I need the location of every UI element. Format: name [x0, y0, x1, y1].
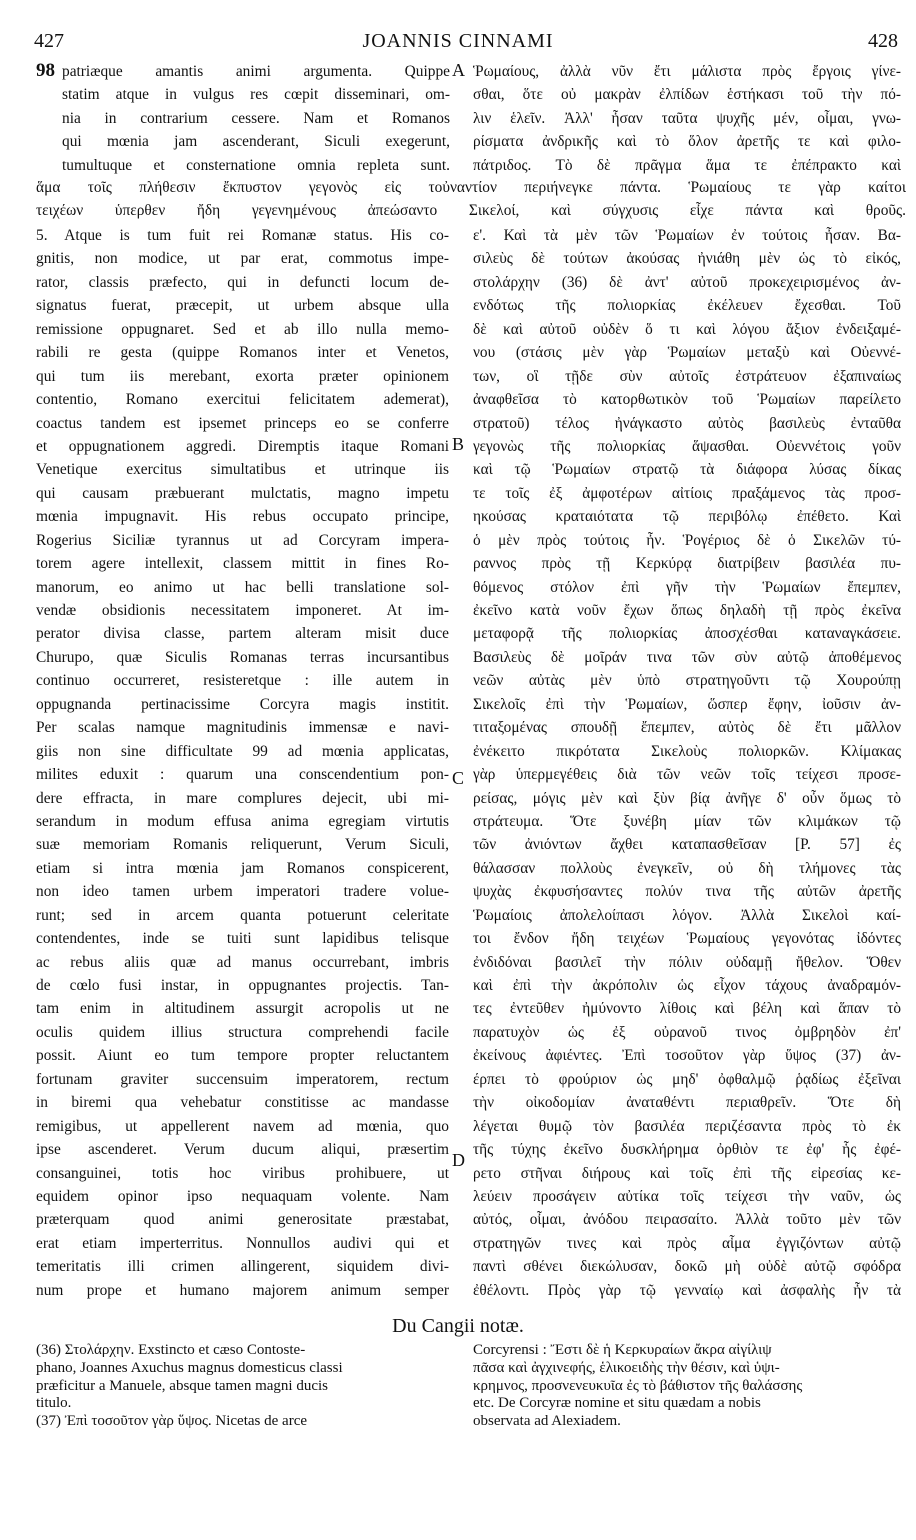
- latin-line: contentio, Romano exercitui felicitatem ademerat),: [36, 391, 449, 409]
- latin-line: etiam si intra mœnia jam Romanos conspicerent,: [36, 859, 449, 877]
- greek-line: ἐνδιδόναι βασιλεῖ τὴν πόλιν οὐδαμῇ ἤθελον. Ὅθεν: [473, 953, 901, 971]
- note-line: præficitur a Manuele, absque tamen magni ducis: [36, 1377, 328, 1394]
- greek-column: [473, 224, 901, 1302]
- latin-line: fortunam graviter succensuim imperatorem, rectum: [36, 1070, 449, 1088]
- page-number-right: 428: [868, 30, 898, 52]
- greek-line: Σικελοῖς ἐπὶ τὴν Ῥωμαίων, ὥσπερ ἔφην, ἰοῦσιν ἀν-: [473, 695, 901, 713]
- greek-line: τιταξομένας σπουδῇ ἔπεμπεν, αὐτὸς δὲ ἔτι μᾶλλον: [473, 719, 901, 737]
- greek-line: ρίσματα ἀνδρικῆς καὶ τὸ ὅλον ἀρετῆς τε καὶ φιλο-: [473, 133, 901, 151]
- greek-line: τὴν οἰκοδομίαν ἀναταθέντι περιαθρεῖν. Ὅτε δὴ: [473, 1094, 901, 1112]
- latin-line: milites eduxit : quarum una conscendentium pon-: [36, 766, 449, 784]
- latin-line: tumultuque et consternatione omnia repleta sunt.: [62, 156, 450, 174]
- latin-line: qui causam præbuerant mulctatis, magno impetu: [36, 484, 449, 502]
- latin-line: vendæ obsidionis necessitatem imponeret. At im-: [36, 602, 449, 619]
- note-line: (36) Στολάρχην. Exstincto et cæso Contoste-: [36, 1342, 306, 1358]
- latin-line: et oppugnationem aggredi. Diremptis itaque Romani: [36, 437, 449, 455]
- greek-line: ἐθέλοντι. Πρὸς γὰρ τῷ γενναίῳ καὶ ἀσφαλὴς ἦν τὰ: [473, 1281, 901, 1299]
- greek-line: ἐνέκειτο πικρότατα Σικελοὺς πολιορκῶν. Κλίμακας: [473, 742, 901, 760]
- running-title: JOANNIS CINNAMI: [362, 30, 554, 52]
- greek-line: παρατυχὸν ὡς ἐξ οὐρανοῦ τινος ὀμβρηδὸν ἐπ': [473, 1023, 901, 1041]
- greek-column-top: [473, 60, 901, 177]
- overlap-greek-lines: [36, 176, 906, 223]
- folio-marker-98: 98: [36, 60, 55, 81]
- greek-line: ἐκείνους ἀφιέντες. Ἐπὶ τοσοῦτον γὰρ ὕψος (37) ἀν-: [473, 1047, 901, 1065]
- latin-line: equidem opinor ipso nequaquam volente. Nam: [36, 1187, 449, 1205]
- greek-line: λιν ἑλεῖν. Ἀλλ' ἦσαν ταῦτα ψυχῆς μέν, οἶμαι, γνω-: [473, 109, 901, 127]
- latin-line: non ideo tamen urbem imperatori tradere volue-: [36, 883, 449, 901]
- greek-line: καὶ ἐπὶ τὴν ἀκρόπολιν ὡς εἶχον τάχους ἀναδραμόν-: [473, 977, 901, 994]
- greek-line: ἐκεῖνο κατὰ νοῦν ἔχων ὅπως δηλαδὴ τῇ πρὸς ἐκεῖνα: [473, 602, 901, 619]
- greek-line: ρείσας, μόγις μὲν καὶ ξὺν βίᾳ ἀνῆγε δ' οὖν ὅμως τὸ: [473, 789, 901, 807]
- greek-line: μεταφορᾷ τῆς πολιορκίας ἀποσχέσθαι καταναγκάσειε.: [473, 625, 901, 643]
- latin-line: possit. Aiunt eo tum tempore propter reluctantem: [36, 1047, 449, 1065]
- greek-line: νου (στάσις μὲν γὰρ Ῥωμαίων μεταξὺ καὶ Οὐεννέ-: [473, 344, 901, 362]
- latin-line: qui mœnia jam ascenderant, Siculi exegerunt,: [62, 133, 450, 151]
- page-number-left: 427: [34, 30, 64, 52]
- latin-line: contendentes, inde se tuiti sunt lapidibus telisque: [36, 930, 449, 948]
- note-line: πᾶσα καὶ ἀγχινεφής, ἑλικοειδὴς τὴν θέσιν, καὶ ὑψι-: [473, 1359, 780, 1376]
- note-line: (37) Ἐπὶ τοσοῦτον γὰρ ὕψος. Nicetas de arce: [36, 1413, 308, 1430]
- latin-line: manorum, eo animo ut hac belli translatione sol-: [36, 578, 449, 596]
- greek-line: λεύειν προσάγειν αὐτίκα τοῖς τείχεσι τὴν ναῦν, ὡς: [473, 1187, 901, 1205]
- greek-line: νεῶν αὐτὰς μὲν ὑπὸ στρατηγοῦντι τῷ Χουρούπῃ: [473, 672, 901, 690]
- latin-line: in biremi qua vehebatur constitisse ac mandasse: [36, 1094, 449, 1112]
- latin-line: temeritatis illi crimen allingerent, siquidem divi-: [36, 1258, 449, 1276]
- running-header: [0, 30, 916, 56]
- section-marker-a: A: [452, 60, 465, 80]
- greek-line: ηκούσας κραταιότατα τῷ περιβόλῳ ἐπέθετο. Καὶ: [473, 508, 901, 526]
- latin-line: Rogerius Siciliæ tyrannus ut ad Corcyram impera-: [36, 531, 449, 549]
- latin-line: perator divisa classe, partem alteram misit duce: [36, 625, 449, 643]
- latin-line: oppugnanda pertinacissime Corcyra magis institit.: [36, 695, 449, 713]
- latin-line: remigibus, ut appellerent navem ad mœnia, quo: [36, 1117, 449, 1135]
- note-line: κρημνος, προσνενευκυῖα ἐς τὸ βάθιστον τῆς θαλάσσης: [473, 1377, 803, 1394]
- greek-line: θόμενος στόλον ἐπὶ γῆν τὴν Ῥωμαίων ἔπεμπεν,: [473, 578, 901, 596]
- latin-line: oculis quidem illius structura comprehendi facile: [36, 1023, 449, 1041]
- greek-line: καὶ τῷ Ῥωμαίων στρατῷ τὰ διάφορα λύσας δίκας: [473, 461, 901, 479]
- notes-right-column: [473, 1342, 901, 1431]
- latin-column-top: [62, 60, 450, 177]
- greek-line: σθαι, ὅτε οὐ μακρὰν ἐλπίδων ἑστήκασι τοῦ τὴν πό-: [473, 86, 901, 104]
- greek-line: γεγονὼς τῆς πολιορκίας ἅψασθαι. Οὐεννέτοις γοῦν: [473, 437, 901, 455]
- latin-line: Venetique exercitus simultatibus et utrinque iis: [36, 461, 449, 479]
- latin-line: rator, classis præfecto, qui in defuncti locum de-: [36, 273, 449, 291]
- latin-line: patriæque amantis animi argumenta. Quippe: [62, 63, 450, 80]
- greek-line: δὲ καὶ αὐτοῦ οὐδὲν ὅ τι καὶ λόγου ἄξιον ἐνδειξαμέ-: [473, 320, 901, 338]
- latin-line: consanguinei, totis hoc viribus prohibuere, ut: [36, 1164, 449, 1182]
- note-line: etc. De Corcyræ nomine et situ quædam a nobis: [473, 1395, 761, 1412]
- latin-line: coactus tandem est ipsemet princeps eo se conferre: [36, 414, 449, 432]
- latin-line: ac rebus aliis quæ ad manus occurrebant, imbris: [36, 953, 449, 971]
- latin-line: remissione oppugnaret. Sed et ab illo nulla memo-: [36, 320, 449, 338]
- greek-line: στολάρχην (36) δὲ ἀντ' αὐτοῦ προκεχειρισμένος ἀν-: [473, 273, 901, 291]
- notes-left-column: [36, 1342, 448, 1431]
- greek-line: Βασιλεὺς δὲ μοῖράν τινα τῶν σὺν αὐτῷ ἀποθέμενος: [473, 648, 901, 666]
- latin-line: erat etiam imperterritus. Nonnullos audivi qui et: [36, 1234, 449, 1252]
- notes-heading: Du Cangii notæ.: [392, 1315, 524, 1337]
- note-line: observata ad Alexiadem.: [473, 1413, 621, 1430]
- greek-line: στρατηγῶν τινες καὶ πρὸς αἷμα ἐγγιζόντων αὐτῷ: [473, 1234, 901, 1252]
- latin-line: de cœlo fusi instar, in oppugnantes projectis. Tan-: [36, 977, 449, 994]
- greek-line: Ῥωμαίους, ἀλλὰ νῦν ἔτι μάλιστα πρὸς ἔργοις γίνε-: [473, 63, 901, 80]
- latin-line: suæ memoriam Romanis reliquerunt, Verum Siculi,: [36, 836, 449, 854]
- latin-line: ipse ascenderet. Verum ducum aliqui, præsertim: [36, 1141, 449, 1159]
- latin-line: num prope et humano majorem animum semper: [36, 1281, 449, 1299]
- greek-line: τες ἐντεῦθεν ἠμύνοντο λίθοις καὶ βέλη καὶ ἅπαν τὸ: [473, 1000, 901, 1018]
- latin-line: Per scalas namque magnitudinis immensæ e navi-: [36, 719, 449, 737]
- greek-line: στρατοῦ) τέλος ἠνάγκαστο αὐτὸς βασιλεὺς ἐνταῦθα: [473, 414, 901, 432]
- latin-line: giis non sine difficultate 99 ad mœnia applicatas,: [36, 742, 449, 760]
- latin-line: 5. Atque is tum fuit rei Romanæ status. His co-: [36, 227, 449, 244]
- greek-line: ὁ μὲν πρὸς τούτοις ἦν. Ῥογέριος δὲ ὁ Σικελῶν τύ-: [473, 531, 901, 549]
- greek-line: τῶν ἀνιόντων ἄχθει καταπασθεῖσαν [P. 57] ἐς: [473, 836, 901, 854]
- greek-line: παντὶ σθένει διεκώλυσαν, δοκῶ μὴ οὐδὲ αὐτῷ σφόδρα: [473, 1258, 901, 1276]
- greek-line: έρπει τὸ φρούριον ὡς μηδ' ὀφθαλμῷ ῥᾳδίως ἐξεῖναι: [473, 1070, 901, 1088]
- section-marker-b: B: [452, 434, 465, 454]
- greek-line: ψυχὰς ἐκφυσήσαντες πολύν τινα τῆς αὐτῶν ἀρετῆς: [473, 883, 901, 901]
- greek-line: Ῥωμαίοις ἀπολελοίπασι λόγον. Ἀλλὰ Σικελοὶ καί-: [473, 906, 901, 924]
- section-marker-d: D: [452, 1150, 465, 1170]
- greek-line: γὰρ ὑπερμεγέθεις διὰ τῶν νεῶν τοῖς τείχεσι προσε-: [473, 766, 901, 784]
- greek-line: ενδότως τῆς πολιορκίας ἐκέλευεν ἔχεσθαι. Τοῦ: [473, 297, 901, 315]
- latin-line: signatus fuerat, præcepit, ut urbem absque ulla: [36, 297, 449, 315]
- latin-line: qui tum iis merebant, exorta præter opinionem: [36, 367, 449, 385]
- greek-line: θάλασσαν πολλοὺς ἐνεγκεῖν, οὐ δὴ τλήμονες τὰς: [473, 859, 901, 877]
- overlap-line: τειχέων ὑπερθεν ἤδη γεγενημένους ἀπεώσαντο Σικελοί, καὶ σύγχυσις εἶχε πάντα καὶ θροῦς.: [36, 202, 906, 220]
- greek-line: ἀναφθεῖσα τὸ κατορθωτικὸν τοῦ Ῥωμαίων παρείλετο: [473, 391, 901, 409]
- latin-line: statim atque in vulgus res cœpit disseminari, om-: [62, 86, 450, 104]
- note-line: titulo.: [36, 1395, 72, 1412]
- section-marker-c: C: [452, 768, 465, 788]
- latin-line: mœnia impugnavit. His rebus occupato principe,: [36, 508, 449, 526]
- latin-line: tam enim in altitudinem assurgit acropolis ut ne: [36, 1000, 449, 1018]
- note-line: Corcyrensi : Ἔστι δὲ ἡ Κερκυραίων ἄκρα αἰγίλιψ: [473, 1342, 772, 1358]
- latin-line: runt; sed in arcem quanta potuerunt celeritate: [36, 906, 449, 924]
- greek-line: πάτριδος. Τὸ δὲ πρᾶγμα ἅμα τε ἐπέπρακτο καὶ: [473, 156, 901, 174]
- latin-line: Churupo, quæ Siculis Romanas terras incursantibus: [36, 648, 449, 666]
- latin-line: rabili re gesta (quippe Romanos inter et Venetos,: [36, 344, 449, 362]
- latin-line: gnitis, non modice, ut par erat, commotus impe-: [36, 250, 449, 268]
- greek-line: τε τοῖς ἐξ ἀμφοτέρων αἰτίοις πραξάμενος τὰς προσ-: [473, 484, 901, 502]
- greek-line: αὐτός, οἶμαι, ἀνόδου πειρασαίτο. Ἀλλὰ τοῦτο μὲν τῶν: [473, 1211, 901, 1229]
- latin-line: continuo occurreret, resisteretque : ille autem in: [36, 672, 449, 690]
- greek-line: τοι ἔνδον ἤδη τειχέων Ῥωμαίους γεγονότας ἰδόντες: [473, 930, 901, 948]
- overlap-line: ἅμα τοῖς πλήθεσιν ἔκπυστον γεγονὸς εἰς τοὐναντίον περιήνεγκε πάντα. Ῥωμαίους τε γὰρ καίτοι: [36, 179, 906, 196]
- note-line: phano, Joannes Axuchus magnus domesticus classi: [36, 1359, 343, 1376]
- greek-line: λέγεται θυμῷ τὸν βασιλέα περιζέσαντα πρὸς τὸ ἐκ: [473, 1117, 901, 1135]
- latin-line: nia in contrarium cessere. Nam et Romanos: [62, 109, 450, 127]
- latin-line: dere effracta, in mare complures dejecit, ubi mi-: [36, 789, 449, 807]
- latin-line: torem agere intellexit, classem mittit in fines Ro-: [36, 555, 449, 573]
- latin-line: serandum in modum effusa anima egregiam virtutis: [36, 812, 449, 830]
- greek-line: ε'. Καὶ τὰ μὲν τῶν Ῥωμαίων ἐν τούτοις ἦσαν. Βα-: [473, 227, 901, 244]
- greek-line: ραννος πρὸς τῇ Κερκύρᾳ διατρίβειν βασιλέα πυ-: [473, 555, 901, 573]
- greek-line: των, οἳ τῇδε σὺν αὐτοῖς ἐστράτευον ἐξαπιναίως: [473, 367, 901, 385]
- latin-line: præterquam quod animi generositate præstabat,: [36, 1211, 449, 1229]
- latin-column: [36, 224, 449, 1302]
- greek-line: ρετο στῆναι διήρους καὶ τοῖς ἐπὶ τῆς εἰρεσίας κε-: [473, 1164, 901, 1182]
- greek-line: σιλεὺς δὲ τούτων ἀκούσας ἠνιάθη μὲν ὡς τὸ εἰκός,: [473, 250, 901, 268]
- greek-line: τῆς τύχης ἐκεῖνο δυσκλήρημα ὀρθιὸν τε ἐφ' ἧς ἐφέ-: [473, 1141, 901, 1159]
- greek-line: στράτευμα. Ὅτε ξυνέβη μίαν τῶν κλιμάκων τῷ: [473, 812, 901, 830]
